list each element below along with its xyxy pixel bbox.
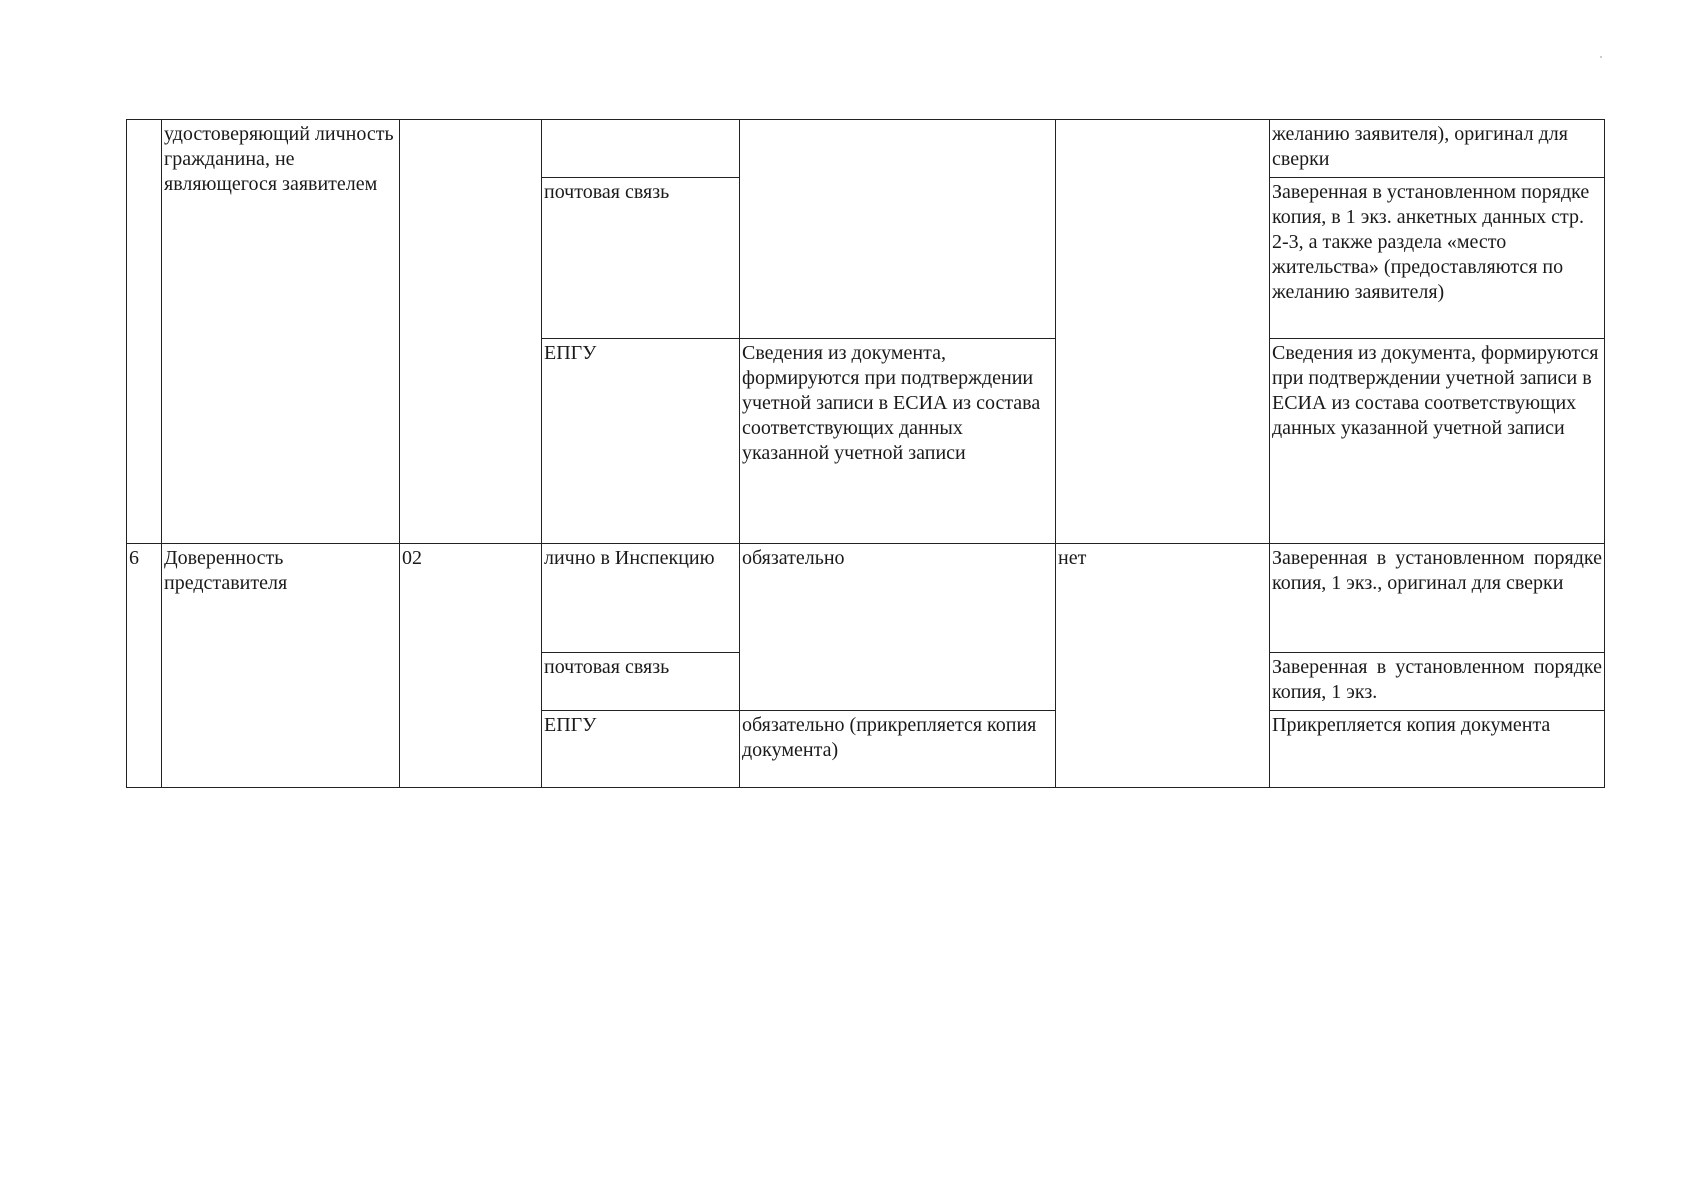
cell-output: Заверенная в установленном порядке копия, 1 экз., оригинал для сверки (1270, 544, 1605, 653)
cell-number: 6 (127, 544, 162, 788)
cell-doc-name: Доверенность представителя (162, 544, 400, 788)
cell-flag: нет (1056, 544, 1270, 788)
cell-requirement (740, 120, 1056, 339)
cell-output: Сведения из документа, формируются при подтверждении учетной записи в ЕСИА из состава соответствующих данных указанной учетной записи (1270, 339, 1605, 544)
cell-method: ЕПГУ (542, 711, 740, 788)
document-table (126, 119, 1605, 788)
cell-method: почтовая связь (542, 653, 740, 711)
cell-output: Прикрепляется копия документа (1270, 711, 1605, 788)
scan-speck (1600, 56, 1602, 58)
cell-method: лично в Инспекцию (542, 544, 740, 653)
cell-requirement: Сведения из документа, формируются при подтверждении учетной записи в ЕСИА из состава соответствующих данных указанной учетной записи (740, 339, 1056, 544)
table-row (127, 544, 1605, 653)
cell-code (400, 120, 542, 544)
cell-method: ЕПГУ (542, 339, 740, 544)
cell-doc-name: удостоверяющий личность гражданина, не являющегося заявителем (162, 120, 400, 544)
cell-output: Заверенная в установленном порядке копия, 1 экз. (1270, 653, 1605, 711)
cell-number (127, 120, 162, 544)
cell-flag (1056, 120, 1270, 544)
cell-requirement: обязательно (740, 544, 1056, 711)
cell-output: желанию заявителя), оригинал для сверки (1270, 120, 1605, 178)
table-row (127, 120, 1605, 178)
cell-code: 02 (400, 544, 542, 788)
cell-output: Заверенная в установленном порядке копия, в 1 экз. анкетных данных стр. 2-3, а также раздела «место жительства» (предоставляются по желанию заявителя) (1270, 178, 1605, 339)
cell-requirement: обязательно (прикрепляется копия документа) (740, 711, 1056, 788)
cell-method (542, 120, 740, 178)
cell-method: почтовая связь (542, 178, 740, 339)
